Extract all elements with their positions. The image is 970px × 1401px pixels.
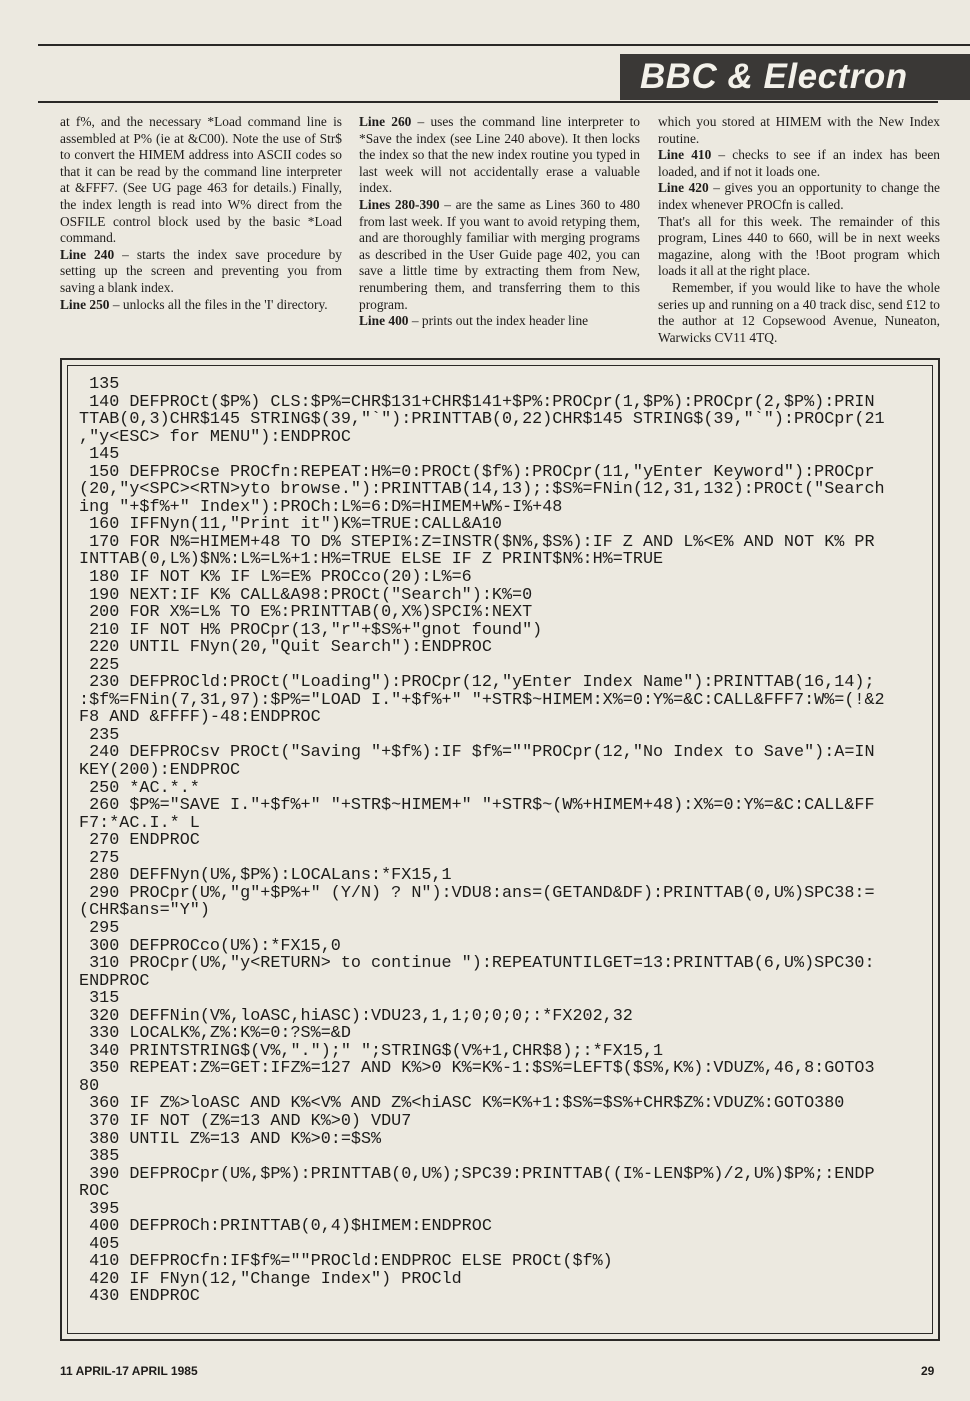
code-line: 150 DEFPROCse PROCfn:REPEAT:H%=0:PROCt($f%):PROCpr(11,"yEnter Keyword"):PROCpr: [79, 462, 875, 482]
paragraph: [60, 247, 342, 297]
paragraph: [60, 114, 342, 247]
code-line: 80: [79, 1076, 100, 1096]
code-line: 210 IF NOT H% PROCpr(13,"r"+$S%+"gnot found"): [79, 620, 543, 640]
code-line: 340 PRINTSTRING$(V%,".");" ";STRING$(V%+1,CHR$8);:*FX15,1: [79, 1041, 664, 1061]
code-line: 385: [79, 1147, 120, 1167]
text-column-2: [359, 114, 640, 330]
text-column-1: [60, 114, 342, 313]
code-line: (CHR$ans="Y"): [79, 901, 210, 921]
code-line: (20,"y<SPC><RTN>yto browse."):PRINTTAB(14,13);:$S%=FNin(12,31,132):PROCt("Search: [79, 480, 885, 500]
paragraph-text: – unlocks all the files in the 'I' directory.: [109, 296, 328, 312]
paragraph: [359, 197, 640, 313]
code-line: 300 DEFPROCco(U%):*FX15,0: [79, 936, 341, 956]
paragraph: [60, 297, 342, 314]
code-line: 315: [79, 989, 120, 1009]
page-number: 29: [921, 1364, 935, 1378]
code-line: 235: [79, 725, 120, 745]
program-listing: [79, 376, 931, 1306]
code-line: 170 FOR N%=HIMEM+48 TO D% STEPI%:Z=INSTR($N%,$S%):IF Z AND L%<E% AND NOT K% PR: [79, 532, 875, 552]
code-line: TTAB(0,3)CHR$145 STRING$(39,"`"):PRINTTAB(0,22)CHR$145 STRING$(39,"`"):PROCpr(21: [79, 410, 885, 430]
line-heading: Line 260: [359, 114, 412, 129]
line-heading: Line 410: [658, 147, 712, 163]
code-line: 230 DEFPROCld:PROCt("Loading"):PROCpr(12,"yEnter Index Name"):PRINTTAB(16,14);: [79, 673, 875, 693]
issue-date: 11 APRIL-17 APRIL 1985: [60, 1364, 198, 1378]
code-line: 220 UNTIL FNyn(20,"Quit Search"):ENDPROC: [79, 638, 492, 658]
code-line: 390 DEFPROCpr(U%,$P%):PRINTTAB(0,U%);SPC39:PRINTTAB((I%-LEN$P%)/2,U%)$P%;:ENDP: [79, 1164, 875, 1184]
code-line: 405: [79, 1234, 120, 1254]
section-header: BBC & Electron: [620, 54, 970, 100]
paragraph: [658, 114, 940, 147]
paragraph: [658, 280, 940, 346]
code-line: 360 IF Z%>loASC AND K%<V% AND Z%<hiASC K%=K%+1:$S%=$S%+CHR$Z%:VDUZ%:GOTO380: [79, 1094, 845, 1114]
line-heading: Line 250: [60, 296, 110, 312]
line-heading: Line 420: [658, 180, 709, 196]
code-line: 410 DEFPROCfn:IF$f%=""PROCld:ENDPROC ELSE PROCt($f%): [79, 1252, 613, 1272]
code-line: 145: [79, 445, 120, 465]
code-line: 395: [79, 1199, 120, 1219]
line-heading: Lines 280-390: [359, 196, 440, 212]
code-line: ENDPROC: [79, 971, 150, 991]
code-line: ing "+$f%+" Index"):PROCh:L%=6:D%=HIMEM+W%-I%+48: [79, 497, 563, 517]
code-line: 280 DEFFNyn(U%,$P%):LOCALans:*FX15,1: [79, 866, 452, 886]
code-line: 260 $P%="SAVE I."+$f%+" "+STR$~HIMEM+" "+STR$~(W%+HIMEM+48):X%=0:Y%=&C:CALL&FF: [79, 796, 875, 816]
code-line: INTTAB(0,L%)$N%:L%=L%+1:H%=TRUE ELSE IF Z PRINT$N%:H%=TRUE: [79, 550, 664, 570]
paragraph-text: – checks to see if an index has been loaded, and if not it loads one.: [658, 147, 940, 179]
code-line: 290 PROCpr(U%,"g"+$P%+" (Y/N) ? N"):VDU8:ans=(GETAND&DF):PRINTTAB(0,U%)SPC38:=: [79, 883, 875, 903]
paragraph: [658, 180, 940, 213]
code-line: 180 IF NOT K% IF L%=E% PROCco(20):L%=6: [79, 568, 472, 588]
code-line: 225: [79, 655, 120, 675]
paragraph-text: – gives you an opportunity to change the index whenever PROCfn is called.: [658, 180, 940, 212]
code-line: F8 AND &FFFF)-48:ENDPROC: [79, 708, 321, 728]
code-line: 135: [79, 375, 120, 394]
paragraph-text: at f%, and the necessary *Load command line is assembled at P% (ie at &C00). Note the use of Str$ to convert the HIMEM address into ASCII codes so that it can be read by the command line interpreter at &FFF7. (See UG page 463 for details.) Finally, the index length is read into W% direct from the OSFILE control block used by the basic *Load command.: [60, 114, 342, 246]
code-line: 140 DEFPROCt($P%) CLS:$P%=CHR$131+CHR$141+$P%:PROCpr(1,$P%):PROCpr(2,$P%):PRIN: [79, 392, 875, 412]
code-line: 275: [79, 848, 120, 868]
paragraph-text: – are the same as Lines 360 to 480 from last week. If you want to avoid retyping them, and are thoroughly familiar with merging programs as described in the User Guide page 402, you can save a little time by extracting them from New, renumbering them, and transferring them to this program.: [359, 196, 640, 312]
code-line: 295: [79, 918, 120, 938]
code-line: 370 IF NOT (Z%=13 AND K%>0) VDU7: [79, 1111, 412, 1131]
code-line: 430 ENDPROC: [79, 1287, 200, 1307]
paragraph-text: which you stored at HIMEM with the New Index routine.: [658, 114, 940, 146]
code-line: 320 DEFFNin(V%,loASC,hiASC):VDU23,1,1;0;0;0;:*FX202,32: [79, 1006, 633, 1026]
code-line: F7:*AC.I.* L: [79, 813, 200, 833]
paragraph-text: Remember, if you would like to have the whole series up and running on a 40 track disc, send £12 to the author at 12 Copsewood Avenue, Nuneaton, Warwicks CV11 4TQ.: [658, 279, 940, 345]
code-line: :$f%=FNin(7,31,97):$P%="LOAD I."+$f%+" "+STR$~HIMEM:X%=0:Y%=&C:CALL&FFF7:W%=(!&2: [79, 690, 885, 710]
paragraph-text: That's all for this week. The remainder of this program, Lines 440 to 660, will be in next weeks magazine, along with the !Boot program which loads it all at the right place.: [658, 213, 940, 279]
code-line: 270 ENDPROC: [79, 831, 200, 851]
code-line: 250 *AC.*.*: [79, 778, 200, 798]
code-line: 380 UNTIL Z%=13 AND K%>0:=$S%: [79, 1129, 382, 1149]
code-line: 240 DEFPROCsv PROCt("Saving "+$f%):IF $f%=""PROCpr(12,"No Index to Save"):A=IN: [79, 743, 875, 763]
line-heading: Line 240: [60, 246, 115, 262]
code-line: 420 IF FNyn(12,"Change Index") PROCld: [79, 1269, 462, 1289]
code-line: ROC: [79, 1182, 110, 1202]
code-line: 310 PROCpr(U%,"y<RETURN> to continue "):REPEATUNTILGET=13:PRINTTAB(6,U%)SPC30:: [79, 954, 875, 974]
code-line: 200 FOR X%=L% TO E%:PRINTTAB(0,X%)SPCI%:NEXT: [79, 603, 533, 623]
code-line: 400 DEFPROCh:PRINTTAB(0,4)$HIMEM:ENDPROC: [79, 1217, 492, 1237]
line-heading: Line 400: [359, 313, 409, 329]
paragraph: [359, 114, 640, 197]
paragraph-text: – prints out the index header line: [408, 313, 589, 329]
text-column-3: [658, 114, 940, 346]
paragraph: [658, 214, 940, 280]
code-line: 350 REPEAT:Z%=GET:IFZ%=127 AND K%>0 K%=K%-1:$S%=LEFT$($S%,K%):VDUZ%,46,8:GOTO3: [79, 1059, 875, 1079]
code-line: 190 NEXT:IF K% CALL&A98:PROCt("Search"):K%=0: [79, 585, 533, 605]
header-rule: [38, 101, 938, 103]
code-line: KEY(200):ENDPROC: [79, 761, 241, 781]
paragraph-text: – starts the index save procedure by setting up the screen and preventing you from saving a blank index.: [60, 246, 342, 295]
paragraph: [658, 147, 940, 180]
code-line: 160 IFFNyn(11,"Print it")K%=TRUE:CALL&A10: [79, 515, 502, 535]
paragraph-text: – uses the command line interpreter to *Save the index (see Line 240 above). It then locks the index so that the new index routine you typed in last week will not accidentally erase a valuable index.: [359, 114, 640, 196]
code-line: ,"y<ESC> for MENU"):ENDPROC: [79, 427, 351, 447]
top-rule: [38, 44, 970, 46]
paragraph: [359, 313, 640, 330]
code-line: 330 LOCALK%,Z%:K%=0:?S%=&D: [79, 1024, 351, 1044]
